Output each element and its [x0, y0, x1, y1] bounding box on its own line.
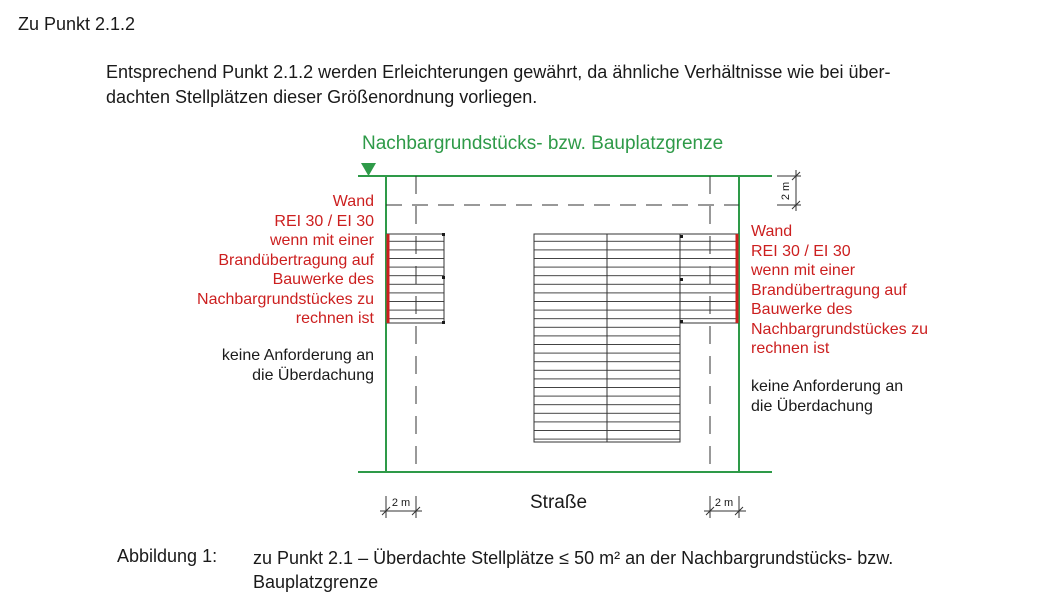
right-roof-note [751, 377, 903, 416]
right-wall-line: Nachbargrundstückes zu [751, 320, 928, 338]
boundary-marker-triangle [361, 163, 376, 176]
street-label: Straße [530, 492, 588, 513]
dimension-top [777, 170, 801, 211]
caption-prefix: Abbildung 1: [117, 546, 218, 566]
post-marker [680, 235, 683, 238]
boundary-label: Nachbargrundstücks- bzw. Bauplatzgrenze [362, 133, 724, 154]
dimension-bottom-right-label: 2 m [714, 497, 734, 509]
right-wall-line: Wand [751, 223, 793, 240]
left-wall-line: REI 30 / EI 30 [274, 212, 374, 230]
left-wall-line: wenn mit einer [269, 232, 374, 249]
dimension-bottom-left-label: 2 m [391, 497, 411, 509]
right-wall-line: wenn mit einer [751, 262, 856, 279]
section-heading: Zu Punkt 2.1.2 [18, 14, 136, 34]
left-roof-line: keine Anforderung an [221, 347, 374, 364]
left-wall-note [197, 192, 374, 329]
intro-line-2: dachten Stellplätzen dieser Größenordnung vorliegen. [106, 87, 538, 107]
post-marker [680, 320, 683, 323]
dimension-bottom-left [380, 496, 422, 518]
dimension-top-label: 2 m [780, 181, 792, 201]
right-wall-line: Bauwerke des [751, 301, 853, 318]
left-wall-line: Bauwerke des [272, 271, 374, 288]
post-marker [442, 233, 445, 236]
right-wall-line: Brandübertragung auf [751, 281, 907, 299]
right-roof-line: die Überdachung [751, 397, 873, 415]
carport-right [680, 234, 738, 323]
right-wall-line: rechnen ist [751, 340, 830, 357]
right-wall-note [751, 222, 928, 359]
left-wall-line: Nachbargrundstückes zu [197, 290, 374, 308]
post-marker [442, 276, 445, 279]
left-roof-note [222, 346, 374, 385]
left-wall-line: Wand [332, 193, 374, 210]
right-roof-line: keine Anforderung an [751, 378, 904, 395]
carport-left [387, 234, 444, 323]
right-wall-line: REI 30 / EI 30 [751, 242, 851, 260]
left-wall-line: Brandübertragung auf [218, 251, 374, 269]
post-marker [442, 321, 445, 324]
dimension-bottom-right [704, 496, 746, 518]
left-roof-line: die Überdachung [252, 366, 374, 384]
post-marker [680, 278, 683, 281]
left-wall-line: rechnen ist [295, 310, 374, 327]
caption-text: zu Punkt 2.1 – Überdachte Stellplätze ≤ 50 m² an der Nachbargrundstücks- bzw. Bauplatzgrenze [253, 548, 894, 592]
intro-line-1: Entsprechend Punkt 2.1.2 werden Erleichterungen gewährt, da ähnliche Verhältnisse wie bei über- [106, 62, 891, 82]
